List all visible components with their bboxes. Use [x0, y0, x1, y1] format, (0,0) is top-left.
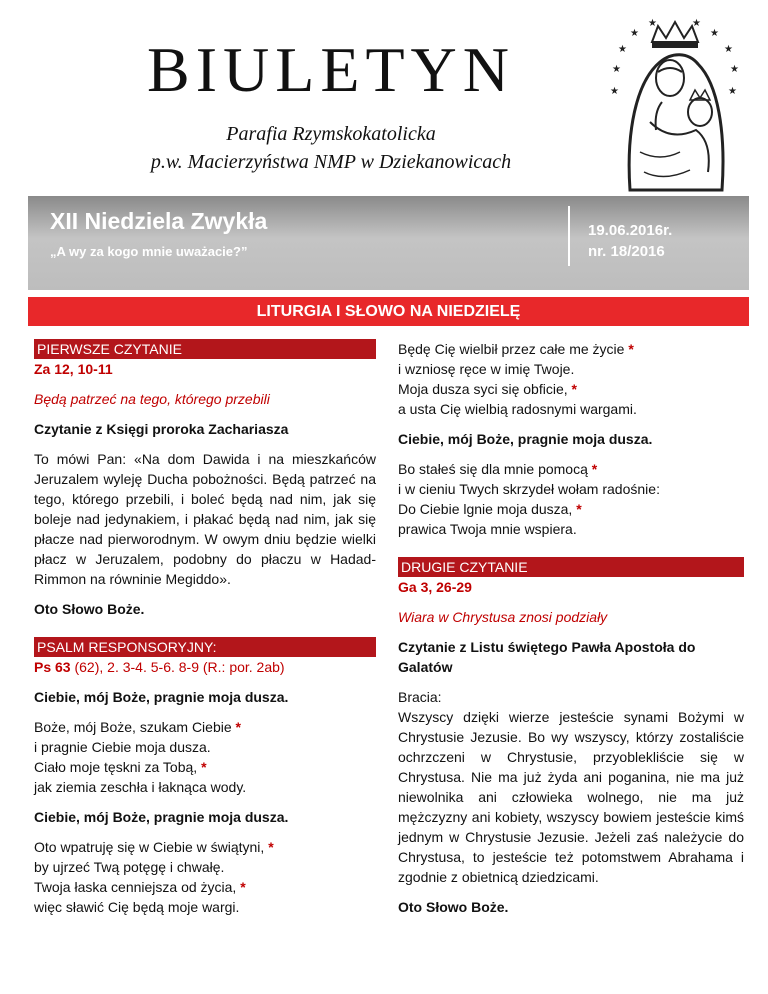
psalm-stanza-1: Boże, mój Boże, szukam Ciebie * i pragnie Ciebie moja dusza. Ciało moje tęskni za Tobą, * jak ziemia zeschła i łaknąca wody. — [34, 719, 247, 795]
psalm-stanza-2: Oto wpatruję się w Ciebie w świątyni, * by ujrzeć Twą potęgę i chwałę. Twoja łaska cenniejsza od życia, * więc sławić Cię będą moje wargi. — [34, 839, 274, 915]
first-reading-text: To mówi Pan: «Na dom Dawida i na mieszkańców Jeruzalem wyleję Ducha pobożności. Będą patrzeć na tego, którego przebili, i boleć będą nad nim, jak się boleje nad jedynakiem, i płakać będą nad nim, jak się płacze nad pierworodnym. W owym dniu będzie wielki płacz w Jeruzalem, podobny do płaczu w Hadad-Rimmon na równinie Megiddo». — [34, 451, 376, 587]
psalm-ref: Ps 63 (62), 2. 3-4. 5-6. 8-9 (R.: por. 2ab) — [34, 659, 285, 675]
psalm-stanza-3: Będę Cię wielbił przez całe me życie * i wzniosę ręce w imię Twoje. Moja dusza syci się obficie, * a usta Cię wielbią radosnymi wargami. — [398, 341, 637, 417]
svg-text:★: ★ — [710, 28, 719, 39]
first-reading-label: PIERWSZE CZYTANIE — [34, 339, 376, 359]
psalm-refrain: Ciebie, mój Boże, pragnie moja dusza. — [34, 689, 289, 705]
issue-date: 19.06.2016r. — [588, 222, 673, 239]
sunday-title: XII Niedziela Zwykła — [50, 208, 268, 234]
first-reading-closing: Oto Słowo Boże. — [34, 601, 145, 617]
psalm-refrain: Ciebie, mój Boże, pragnie moja dusza. — [34, 809, 289, 825]
first-reading-motto: Będą patrzeć na tego, którego przebili — [34, 391, 270, 407]
issue-number: nr. 18/2016 — [588, 243, 665, 260]
second-reading-greeting: Bracia: — [398, 689, 442, 705]
madonna-icon-image — [600, 12, 750, 196]
sunday-quote: „A wy za kogo mnie uważacie?” — [50, 244, 248, 259]
second-reading-closing: Oto Słowo Boże. — [398, 899, 509, 915]
header-band — [28, 196, 749, 290]
first-reading-ref: Za 12, 10-11 — [34, 361, 113, 377]
svg-text:★: ★ — [610, 86, 619, 97]
band-divider — [568, 206, 570, 266]
svg-text:★: ★ — [728, 86, 737, 97]
right-column — [398, 339, 744, 917]
svg-text:★: ★ — [612, 64, 621, 75]
bulletin-title: BIULETYN — [147, 34, 515, 105]
left-column — [34, 339, 376, 917]
first-reading-source: Czytanie z Księgi proroka Zachariasza — [34, 421, 289, 437]
svg-text:★: ★ — [692, 18, 701, 29]
svg-text:★: ★ — [618, 44, 627, 55]
svg-text:★: ★ — [648, 18, 657, 29]
svg-text:★: ★ — [730, 64, 739, 75]
second-reading-motto: Wiara w Chrystusa znosi podziały — [398, 609, 608, 625]
psalm-label: PSALM RESPONSORYJNY: — [34, 637, 376, 657]
svg-text:★: ★ — [630, 28, 639, 39]
psalm-stanza-4: Bo stałeś się dla mnie pomocą * i w cieniu Twych skrzydeł wołam radośnie: Do Ciebie lgnie moja dusza, * prawica Twoja mnie wspiera. — [398, 461, 660, 537]
second-reading-ref: Ga 3, 26-29 — [398, 579, 472, 595]
second-reading-text: Wszyscy dzięki wierze jesteście synami Bożymi w Chrystusie Jezusie. Bo wy wszyscy, którzy zostaliście ochrzczeni w Chrystusie, przyoblekliście się w Chrystusa. Nie ma już żyda ani poganina, nie ma już niewolnika ani człowieka wolnego, nie ma już mężczyzny ani kobiety, wszyscy bowiem jesteście kimś jednym w Chrystusie Jezusie. Jeżeli zaś należycie do Chrystusa, to jesteście też potomstwem Abrahama i zgodnie z obietnicą dziedzicami. — [398, 709, 744, 885]
parish-dedication: p.w. Macierzyństwa NMP w Dziekanowicach — [150, 151, 512, 173]
second-reading-label: DRUGIE CZYTANIE — [398, 557, 744, 577]
svg-text:★: ★ — [724, 44, 733, 55]
liturgy-heading: LITURGIA I SŁOWO NA NIEDZIELĘ — [28, 297, 749, 326]
parish-name: Parafia Rzymskokatolicka — [226, 123, 436, 145]
second-reading-source: Czytanie z Listu świętego Pawła Apostoła do Galatów — [398, 639, 696, 675]
psalm-refrain: Ciebie, mój Boże, pragnie moja dusza. — [398, 431, 653, 447]
